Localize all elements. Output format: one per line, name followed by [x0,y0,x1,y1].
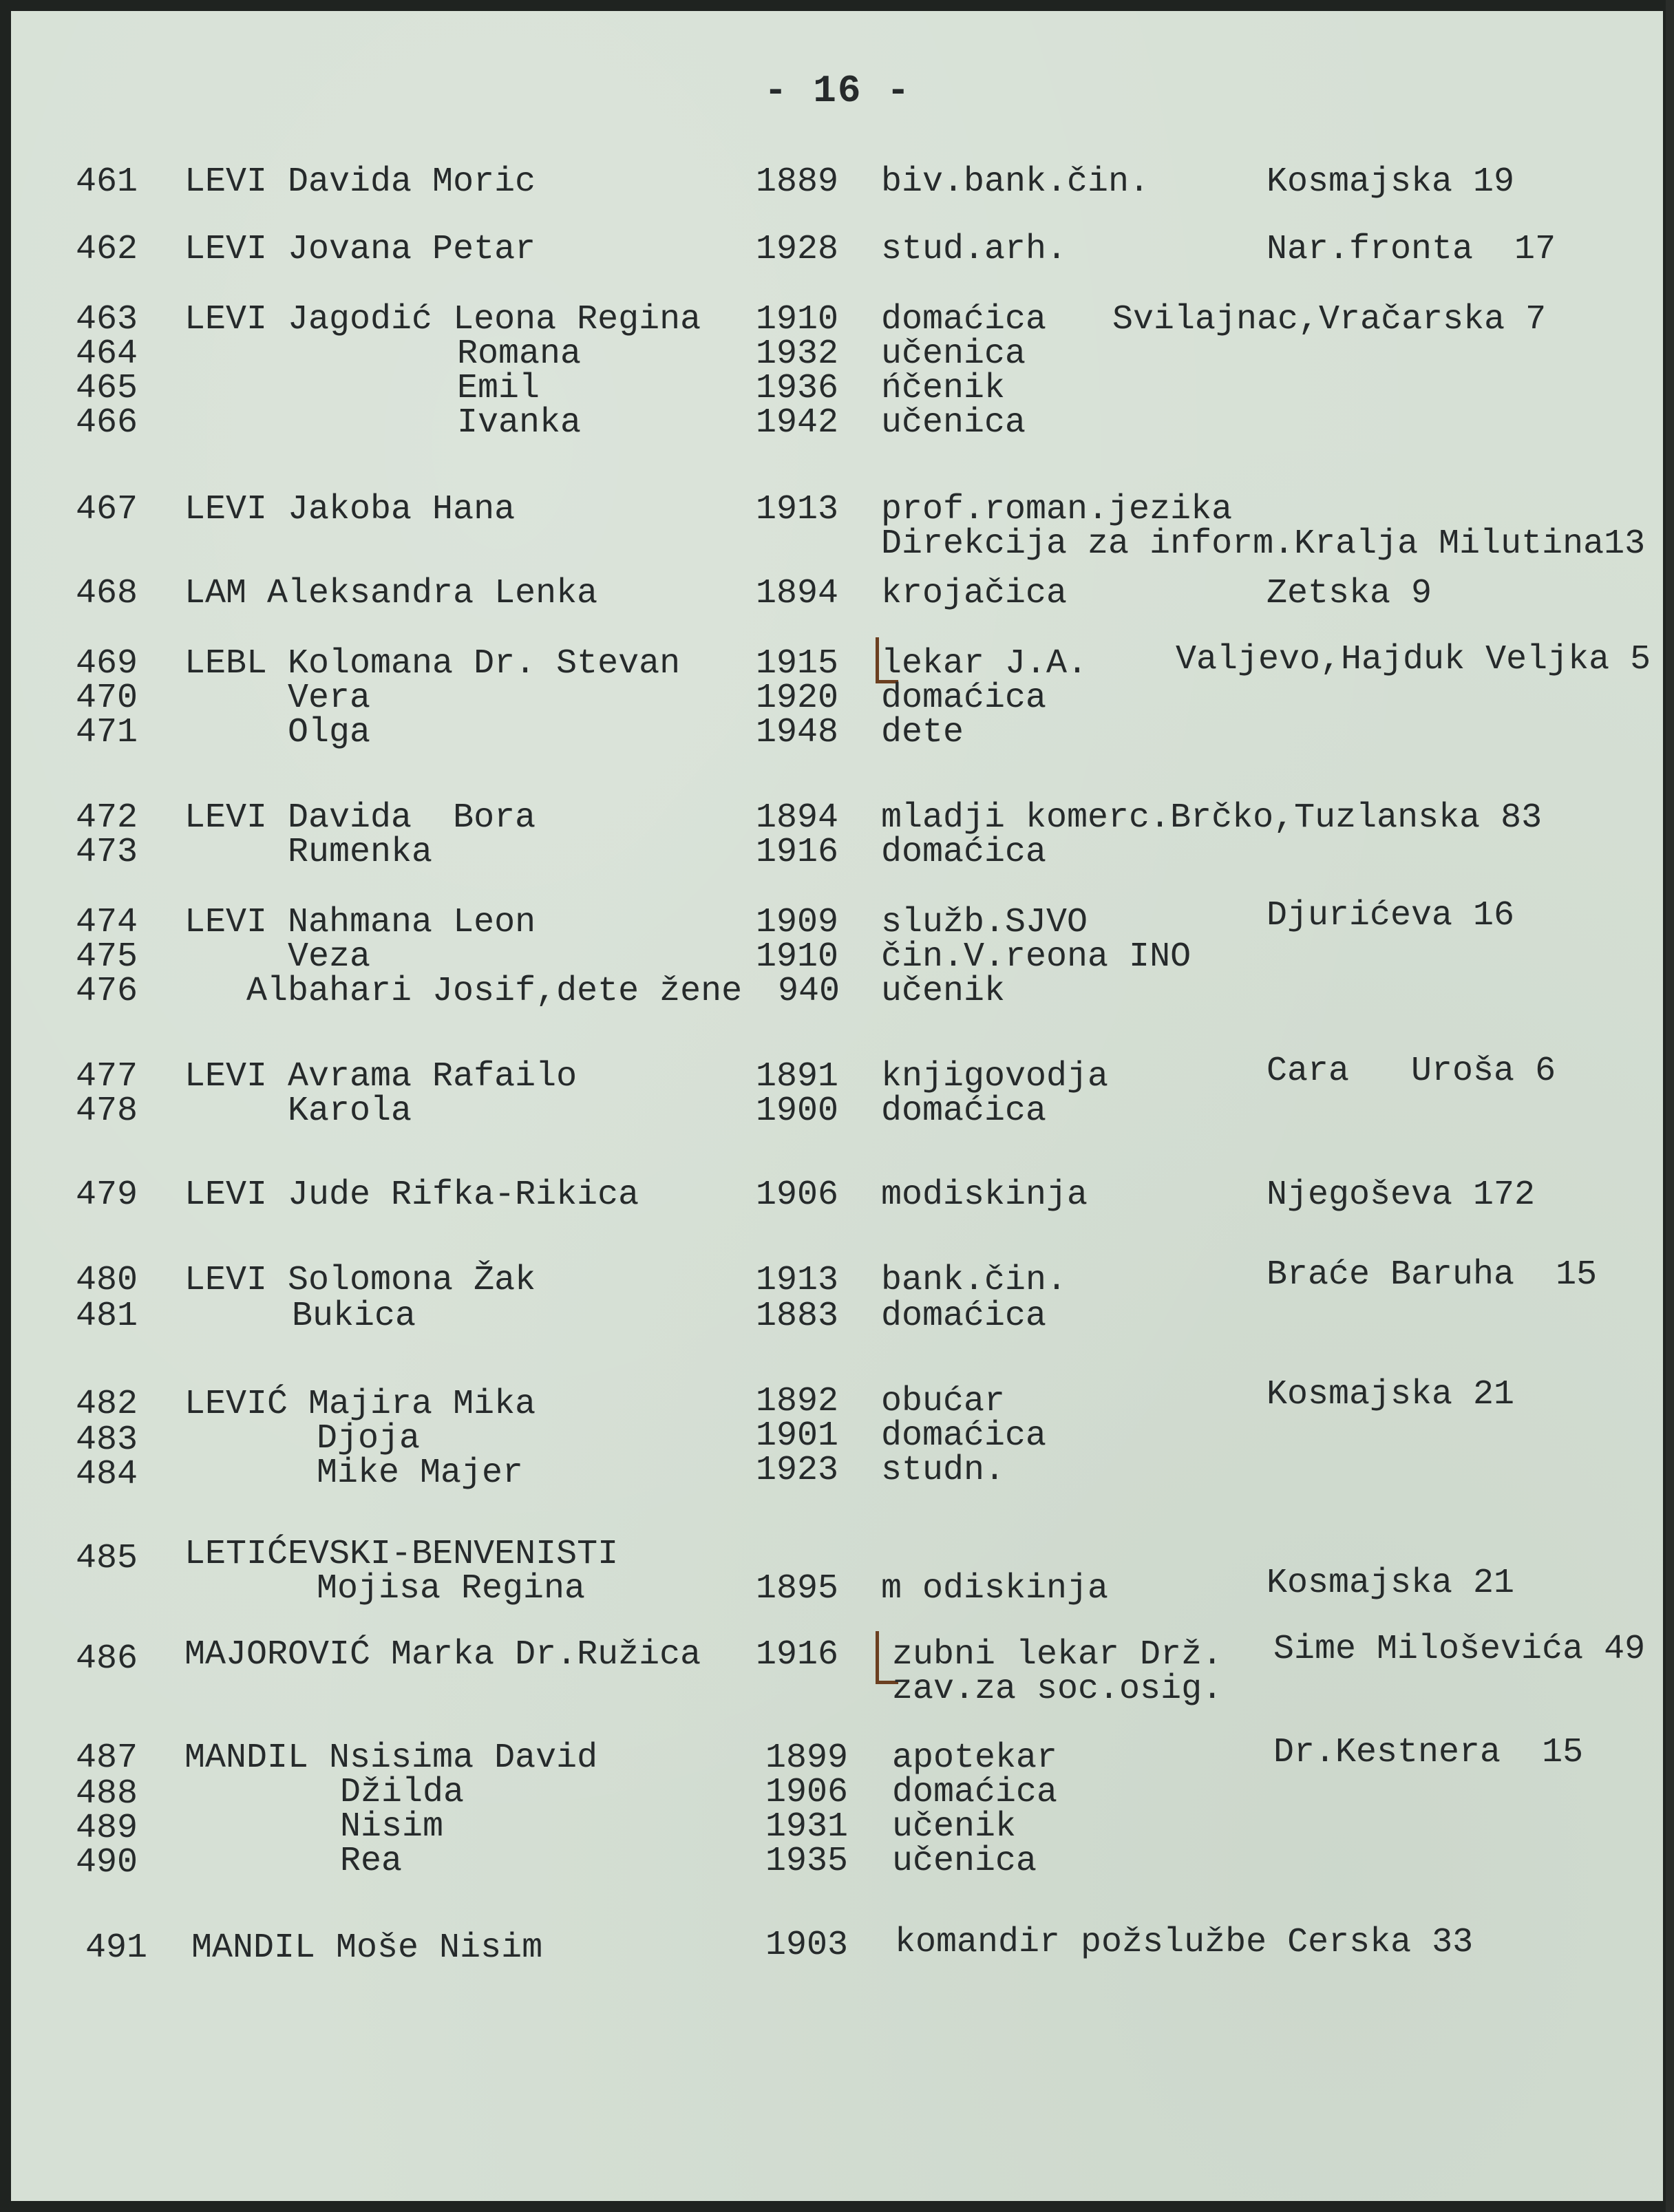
entry-name: LEVIĆ Majira Mika [184,1385,536,1424]
entry-address: Cara Uroša 6 [1267,1052,1556,1091]
entry-name: MANDIL Nsisima David [184,1738,598,1778]
entry-year: 1948 [756,713,839,752]
entry-occupation-line-2: zav.za soc.osig. [892,1670,1223,1709]
entry-number: 480 [76,1261,138,1300]
entry-occupation: domaćica [881,679,1047,718]
page-number: - 16 - [764,69,911,113]
entry-year: 1883 [756,1297,839,1336]
entry-occupation: krojačica [881,574,1068,613]
entry-address: Sime Miloševića 49 [1273,1630,1646,1669]
entry-occupation: biv.bank.čin. [881,162,1150,202]
entry-name: Karola [288,1092,412,1131]
entry-name: LETIĆEVSKI-BENVENISTI [184,1535,619,1574]
entry-name: LEVI Jagodić Leona Regina [184,300,701,339]
entry-year: 1906 [765,1773,849,1812]
entry-number: 476 [76,972,138,1011]
entry-number: 482 [76,1385,138,1424]
entry-occupation: učenica [881,334,1026,374]
entry-number: 477 [76,1057,138,1096]
entry-address: Svilajnac,Vračarska 7 [1112,300,1547,339]
entry-occupation: domaćica [881,1297,1047,1336]
entry-name: Džilda [340,1773,465,1812]
entry-number: 462 [76,230,138,269]
entry-year: 1920 [756,679,839,718]
entry-occupation: učenik [892,1807,1017,1847]
entry-number: 471 [76,713,138,752]
entry-number: 490 [76,1843,138,1882]
entry-name: LEBL Kolomana Dr. Stevan [184,644,681,683]
entry-name: Ivanka [457,403,582,443]
entry-number: 483 [76,1421,138,1460]
entry-year: 1899 [765,1738,849,1778]
entry-number: 484 [76,1455,138,1494]
entry-address: Valjevo,Hajduk Veljka 5 [1176,640,1651,679]
entry-name: Vera [288,679,371,718]
entry-number: 474 [76,903,138,942]
entry-year: 1910 [756,937,839,977]
entry-name: LAM Aleksandra Lenka [184,574,598,613]
entry-number: 469 [76,644,138,683]
entry-name: Bukica [292,1297,416,1336]
entry-number: 467 [76,490,138,529]
entry-year: 1894 [756,798,839,838]
entry-year: 1923 [756,1451,839,1490]
entry-year: 1903 [765,1926,849,1965]
entry-occupation: učenica [881,403,1026,443]
entry-year: 1913 [756,1261,839,1300]
entry-number: 489 [76,1809,138,1848]
entry-name: Mike Majer [317,1454,524,1493]
entry-occupation: služb.SJVO [881,903,1088,942]
entry-occupation: domaćica [881,1416,1047,1456]
entry-address: Kosmajska 21 [1267,1375,1515,1414]
entry-number: 472 [76,798,138,838]
entry-occupation: domaćica [881,833,1047,872]
entry-address: Zetska 9 [1267,574,1432,613]
entry-occupation: učenik [881,972,1006,1011]
entry-year: 1909 [756,903,839,942]
entry-name-line-2: Mojisa Regina [317,1569,586,1608]
entry-year: 1931 [765,1807,849,1847]
entry-occupation-line-2: Direkcija za inform.Kralja Milutina13 [881,524,1646,564]
entry-occupation: stud.arh. [881,230,1068,269]
entry-occupation: ńčenik [881,369,1006,408]
entry-year: 1936 [756,369,839,408]
entry-number: 468 [76,574,138,613]
entry-name: LEVI Jakoba Hana [184,490,516,529]
entry-address: Nar.fronta 17 [1267,230,1556,269]
entry-address: Njegoševa 172 [1267,1176,1536,1215]
entry-number: 486 [76,1639,138,1679]
entry-name: Djoja [317,1419,421,1458]
entry-address: Djurićeva 16 [1267,896,1515,935]
entry-occupation: dete [881,713,964,752]
entry-year: 1928 [756,230,839,269]
entry-name: MAJOROVIĆ Marka Dr.Ružica [184,1635,701,1674]
entry-address: Dr.Kestnera 15 [1273,1733,1584,1772]
entry-year: 1894 [756,574,839,613]
entry-number: 461 [76,162,138,202]
entry-year: 1935 [765,1842,849,1881]
entry-occupation: domaćica [892,1773,1058,1812]
entry-occupation: domaćica [881,300,1047,339]
entry-number: 488 [76,1774,138,1814]
entry-number: 470 [76,679,138,718]
entry-year: 1910 [756,300,839,339]
entry-number: 466 [76,403,138,443]
entry-occupation: komandir požslužbe Cerska 33 [895,1923,1474,1962]
entry-number: 473 [76,833,138,872]
entry-number: 465 [76,369,138,408]
entry-name: Nisim [340,1807,444,1847]
entry-occupation: bank.čin. [881,1261,1068,1300]
entry-occupation: mladji komerc.Brčko,Tuzlanska 83 [881,798,1543,838]
entry-name: LEVI Nahmana Leon [184,903,536,942]
entry-name: LEVI Jude Rifka-Rikica [184,1176,639,1215]
entry-name: MANDIL Moše Nisim [191,1928,543,1968]
entry-occupation: zubni lekar Drž. [892,1635,1223,1674]
entry-year: 1889 [756,162,839,202]
entry-name: LEVI Jovana Petar [184,230,536,269]
entry-address: Braće Baruha 15 [1267,1255,1598,1295]
entry-name: Romana [457,334,582,374]
entry-year: 1891 [756,1057,839,1096]
entry-name: Emil [457,369,540,408]
entry-number: 481 [76,1297,138,1336]
entry-year: 1906 [756,1176,839,1215]
entry-year: 1916 [756,1635,839,1674]
entry-occupation: učenica [892,1842,1037,1881]
entry-number: 475 [76,937,138,977]
entry-occupation: studn. [881,1451,1006,1490]
entry-name: LEVI Avrama Rafailo [184,1057,578,1096]
entry-number: 487 [76,1738,138,1778]
entry-year: 1913 [756,490,839,529]
entry-year: 1916 [756,833,839,872]
entry-year: 1942 [756,403,839,443]
entry-year: 1900 [756,1092,839,1131]
entry-name: Rea [340,1842,403,1881]
entry-occupation: m odiskinja [881,1569,1109,1608]
entry-occupation: čin.V.reona INO [881,937,1191,977]
entry-occupation: prof.roman.jezika [881,490,1233,529]
entry-name: LEVI Davida Bora [184,798,536,838]
entry-occupation: knjigovodja [881,1057,1109,1096]
entry-name: Olga [288,713,371,752]
entry-number: 478 [76,1092,138,1131]
entry-occupation: apotekar [892,1738,1058,1778]
entry-occupation: domaćica [881,1092,1047,1131]
entry-name: Albahari Josif,dete žene [246,972,743,1011]
entry-occupation: modiskinja [881,1176,1088,1215]
entry-year: 1932 [756,334,839,374]
entry-occupation: lekar J.A. [881,644,1088,683]
entry-address: Kosmajska 19 [1267,162,1515,202]
entry-occupation: obućar [881,1382,1006,1421]
entry-number: 485 [76,1539,138,1578]
entry-number: 464 [76,334,138,374]
entry-year: 1895 [756,1569,839,1608]
entry-name: LEVI Solomona Žak [184,1261,536,1300]
entry-name: Veza [288,937,371,977]
entry-name: Rumenka [288,833,433,872]
entry-year: 940 [778,972,840,1011]
entry-number: 479 [76,1176,138,1215]
entry-year: 1901 [756,1416,839,1456]
entry-address: Kosmajska 21 [1267,1564,1515,1603]
entry-year: 1915 [756,644,839,683]
entry-name: LEVI Davida Moric [184,162,536,202]
entry-number: 491 [85,1928,148,1968]
entry-year: 1892 [756,1382,839,1421]
entry-number: 463 [76,300,138,339]
